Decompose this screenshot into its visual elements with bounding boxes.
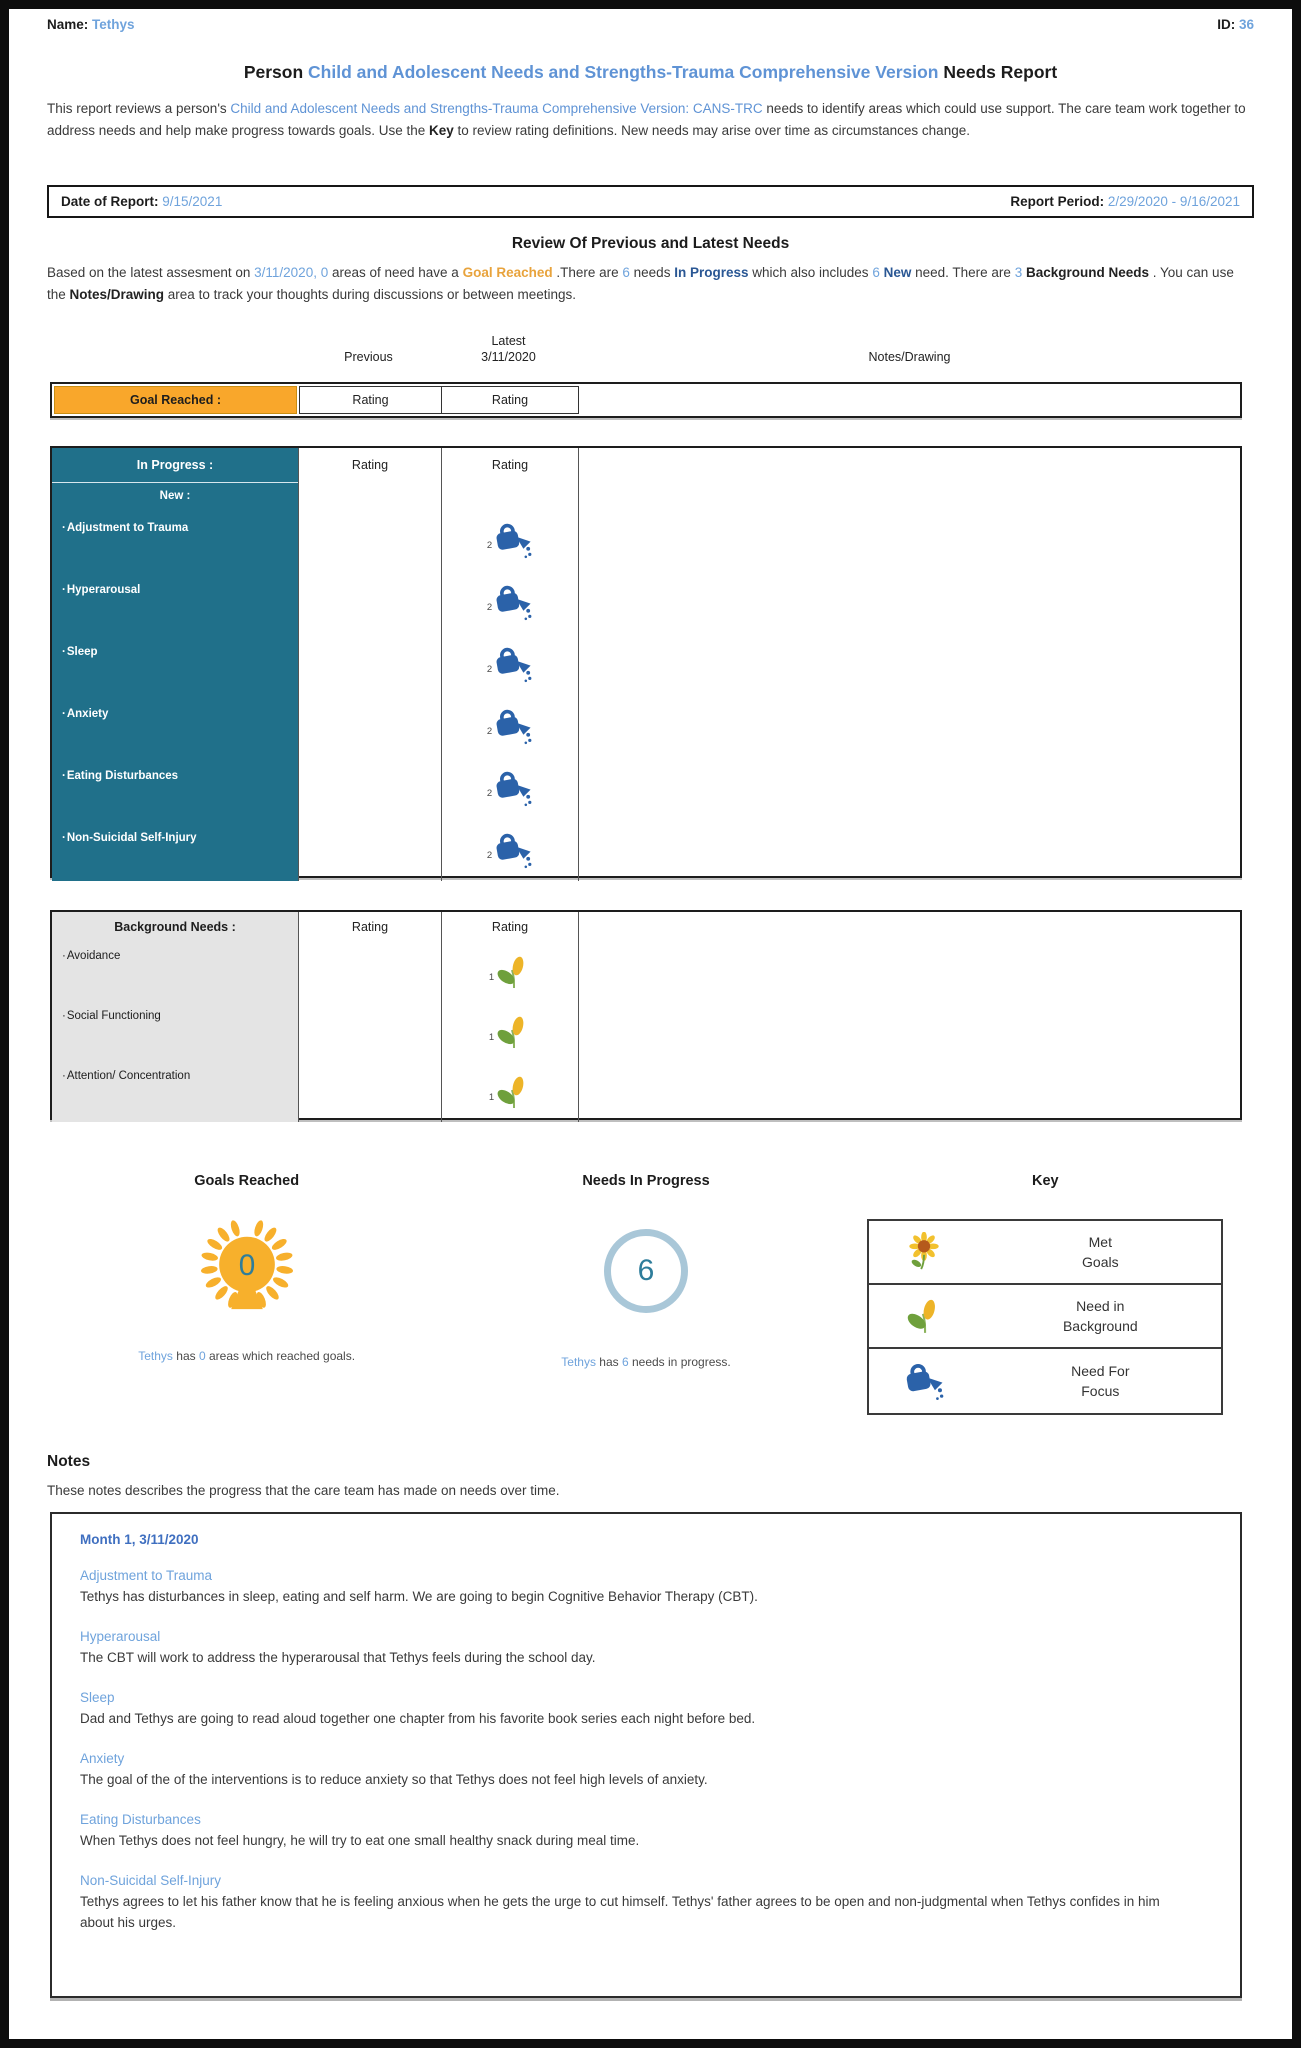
background-previous-rating-column: Rating xyxy=(299,912,442,1122)
latest-rating: 2 xyxy=(442,757,578,819)
note-entry-body: When Tethys does not feel hungry, he will try to eat one small healthy snack during meal time. xyxy=(80,1832,640,1848)
watering-can-icon xyxy=(493,521,533,559)
in-progress-latest-rating-column: Rating 2 2 2 2 2 2 xyxy=(442,448,579,881)
laurel-wreath-icon xyxy=(191,1220,303,1324)
progress-circle xyxy=(604,1229,688,1313)
needs-in-progress-count: 6 xyxy=(637,1254,655,1288)
needs-in-progress-heading: Needs In Progress xyxy=(582,1173,710,1190)
title-suffix: Needs Report xyxy=(938,62,1058,82)
note-entry-title: Eating Disturbances xyxy=(80,1811,201,1827)
goal-reached-label: Goal Reached : xyxy=(54,386,297,414)
goals-reached-heading: Goals Reached xyxy=(194,1173,300,1190)
need-item: · Anxiety xyxy=(52,695,298,757)
key-row-need-for-focus xyxy=(869,1349,1221,1413)
notes-heading: Notes xyxy=(47,1453,91,1471)
goals-reached-count: 0 xyxy=(238,1249,255,1283)
watering-can-icon xyxy=(493,769,533,807)
needs-table-column-headers xyxy=(50,333,1242,372)
page-header xyxy=(47,17,1254,32)
note-entry xyxy=(80,1690,1212,1730)
notes-description: These notes describes the progress that the care team has made on needs over time. xyxy=(47,1483,560,1499)
in-progress-header: In Progress : xyxy=(52,448,298,483)
sprout-icon xyxy=(905,1297,943,1335)
notes-column-header: Notes/Drawing xyxy=(868,349,951,364)
key-label-need-for-focus: Need For Focus xyxy=(1071,1362,1130,1400)
id-label: ID: xyxy=(1217,17,1236,32)
background-needs-table xyxy=(50,910,1242,1120)
in-progress-notes-column xyxy=(579,448,1240,881)
latest-rating: 2 xyxy=(442,509,578,571)
note-entry-body: The goal of the of the interventions is to reduce anxiety so that Tethys does not feel high levels of anxiety. xyxy=(80,1771,708,1787)
watering-can-icon xyxy=(493,645,533,683)
key-row-met-goals xyxy=(869,1221,1221,1285)
note-entry-body: Tethys has disturbances in sleep, eating and self harm. We are going to begin Cognitive Behavior Therapy (CBT). xyxy=(80,1589,758,1605)
goals-reached-caption: Tethys has 0 areas which reached goals. xyxy=(138,1349,356,1364)
background-needs-header: Background Needs : xyxy=(114,920,236,935)
name-value: Tethys xyxy=(92,17,135,32)
note-entry-body: Dad and Tethys are going to read aloud together one chapter from his favorite book series each night before bed. xyxy=(80,1711,756,1727)
background-item: · Attention/ Concentration xyxy=(52,1062,298,1122)
note-entry xyxy=(80,1751,1212,1791)
watering-can-icon xyxy=(493,583,533,621)
latest-rating: 1 xyxy=(442,942,578,1002)
key-label-need-in-background: Need in Background xyxy=(1062,1297,1138,1335)
background-item: · Avoidance xyxy=(52,942,298,1002)
needs-in-progress-caption: Tethys has 6 needs in progress. xyxy=(561,1355,731,1370)
previous-column-header: Previous xyxy=(344,349,393,364)
sprout-icon xyxy=(495,1074,531,1110)
report-period: Report Period: 2/29/2020 - 9/16/2021 xyxy=(1010,194,1240,210)
note-entry-title: Anxiety xyxy=(80,1750,125,1766)
need-item: · Hyperarousal xyxy=(52,571,298,633)
notes-month-heading: Month 1, 3/11/2020 xyxy=(80,1532,199,1548)
review-summary: Based on the latest assesment on 3/11/2020, 0 areas of need have a Goal Reached .There are 6 needs In Progress which also includes 6 New need. There are 3 Background Needs . You can use the Notes/Drawing area to track your thoughts during discussions or between meetings. xyxy=(47,265,1234,303)
sunflower-icon xyxy=(905,1232,943,1272)
note-entry-body: The CBT will work to address the hyperarousal that Tethys feels during the school day. xyxy=(80,1650,596,1666)
new-subheader: New : xyxy=(159,490,191,503)
background-latest-rating-column: Rating 1 1 1 xyxy=(442,912,579,1122)
latest-column-header: Latest 3/11/2020 xyxy=(481,333,536,364)
goal-latest-rating-cell: Rating xyxy=(442,386,579,414)
note-entry-title: Non-Suicidal Self-Injury xyxy=(80,1872,222,1888)
note-entry xyxy=(80,1629,1212,1669)
name-label: Name: xyxy=(47,17,89,32)
needs-in-progress-panel xyxy=(446,1173,845,1415)
latest-rating: 2 xyxy=(442,695,578,757)
need-item: · Eating Disturbances xyxy=(52,757,298,819)
note-entry-title: Adjustment to Trauma xyxy=(80,1568,213,1584)
background-item: · Social Functioning xyxy=(52,1002,298,1062)
note-entry xyxy=(80,1873,1212,1934)
need-item: · Sleep xyxy=(52,633,298,695)
key-row-need-in-background xyxy=(869,1285,1221,1349)
in-progress-label-column xyxy=(52,448,299,881)
key-panel xyxy=(846,1173,1245,1415)
person-id xyxy=(1217,17,1254,32)
key-table xyxy=(867,1219,1223,1415)
background-label-column xyxy=(52,912,299,1122)
need-item: · Adjustment to Trauma xyxy=(52,509,298,571)
latest-rating: 2 xyxy=(442,819,578,881)
watering-can-icon xyxy=(493,707,533,745)
watering-can-icon xyxy=(903,1361,945,1401)
goal-reached-row xyxy=(50,382,1242,418)
review-heading: Review Of Previous and Latest Needs xyxy=(511,235,790,253)
note-entry xyxy=(80,1568,1212,1608)
sprout-icon xyxy=(495,954,531,990)
notes-box xyxy=(50,1512,1242,1998)
note-entry-title: Sleep xyxy=(80,1690,115,1706)
background-notes-column xyxy=(579,912,1240,1122)
person-name xyxy=(47,17,135,32)
key-heading: Key xyxy=(1032,1173,1059,1190)
title-prefix: Person xyxy=(243,62,309,82)
note-entry xyxy=(80,1812,1212,1852)
sprout-icon xyxy=(495,1014,531,1050)
key-label-met-goals: Met Goals xyxy=(1082,1233,1119,1271)
note-entry-title: Hyperarousal xyxy=(80,1629,161,1645)
summary-section xyxy=(47,1173,1245,1415)
id-value: 36 xyxy=(1238,17,1254,32)
goal-previous-rating-cell: Rating xyxy=(299,386,442,414)
latest-rating: 1 xyxy=(442,1062,578,1122)
note-entry-body: Tethys agrees to let his father know that he is feeling anxious when he gets the urge to cut himself. Tethys' father agrees to be open and non-judgmental when Tethys confides in him about his urges. xyxy=(80,1893,1160,1930)
need-item: · Non-Suicidal Self-Injury xyxy=(52,819,298,881)
latest-rating: 2 xyxy=(442,571,578,633)
goals-reached-panel xyxy=(47,1173,446,1415)
latest-rating: 1 xyxy=(442,1002,578,1062)
date-of-report: Date of Report: 9/15/2021 xyxy=(61,194,223,210)
in-progress-previous-rating-column: Rating xyxy=(299,448,442,881)
in-progress-table xyxy=(50,446,1242,878)
intro-paragraph: This report reviews a person's Child and Adolescent Needs and Strengths-Trauma Comprehensive Version: CANS-TRC needs to identify areas which could use support. The care team work together to address needs and help make progress towards goals. Use the Key to review rating definitions. New needs may arise over time as circumstances change. xyxy=(47,101,1246,138)
latest-rating: 2 xyxy=(442,633,578,695)
page-title xyxy=(47,62,1254,83)
watering-can-icon xyxy=(493,831,533,869)
report-meta-bar xyxy=(47,185,1254,218)
title-highlight: Child and Adolescent Needs and Strengths-Trauma Comprehensive Version xyxy=(308,62,939,82)
goal-notes-cell xyxy=(579,384,1240,416)
